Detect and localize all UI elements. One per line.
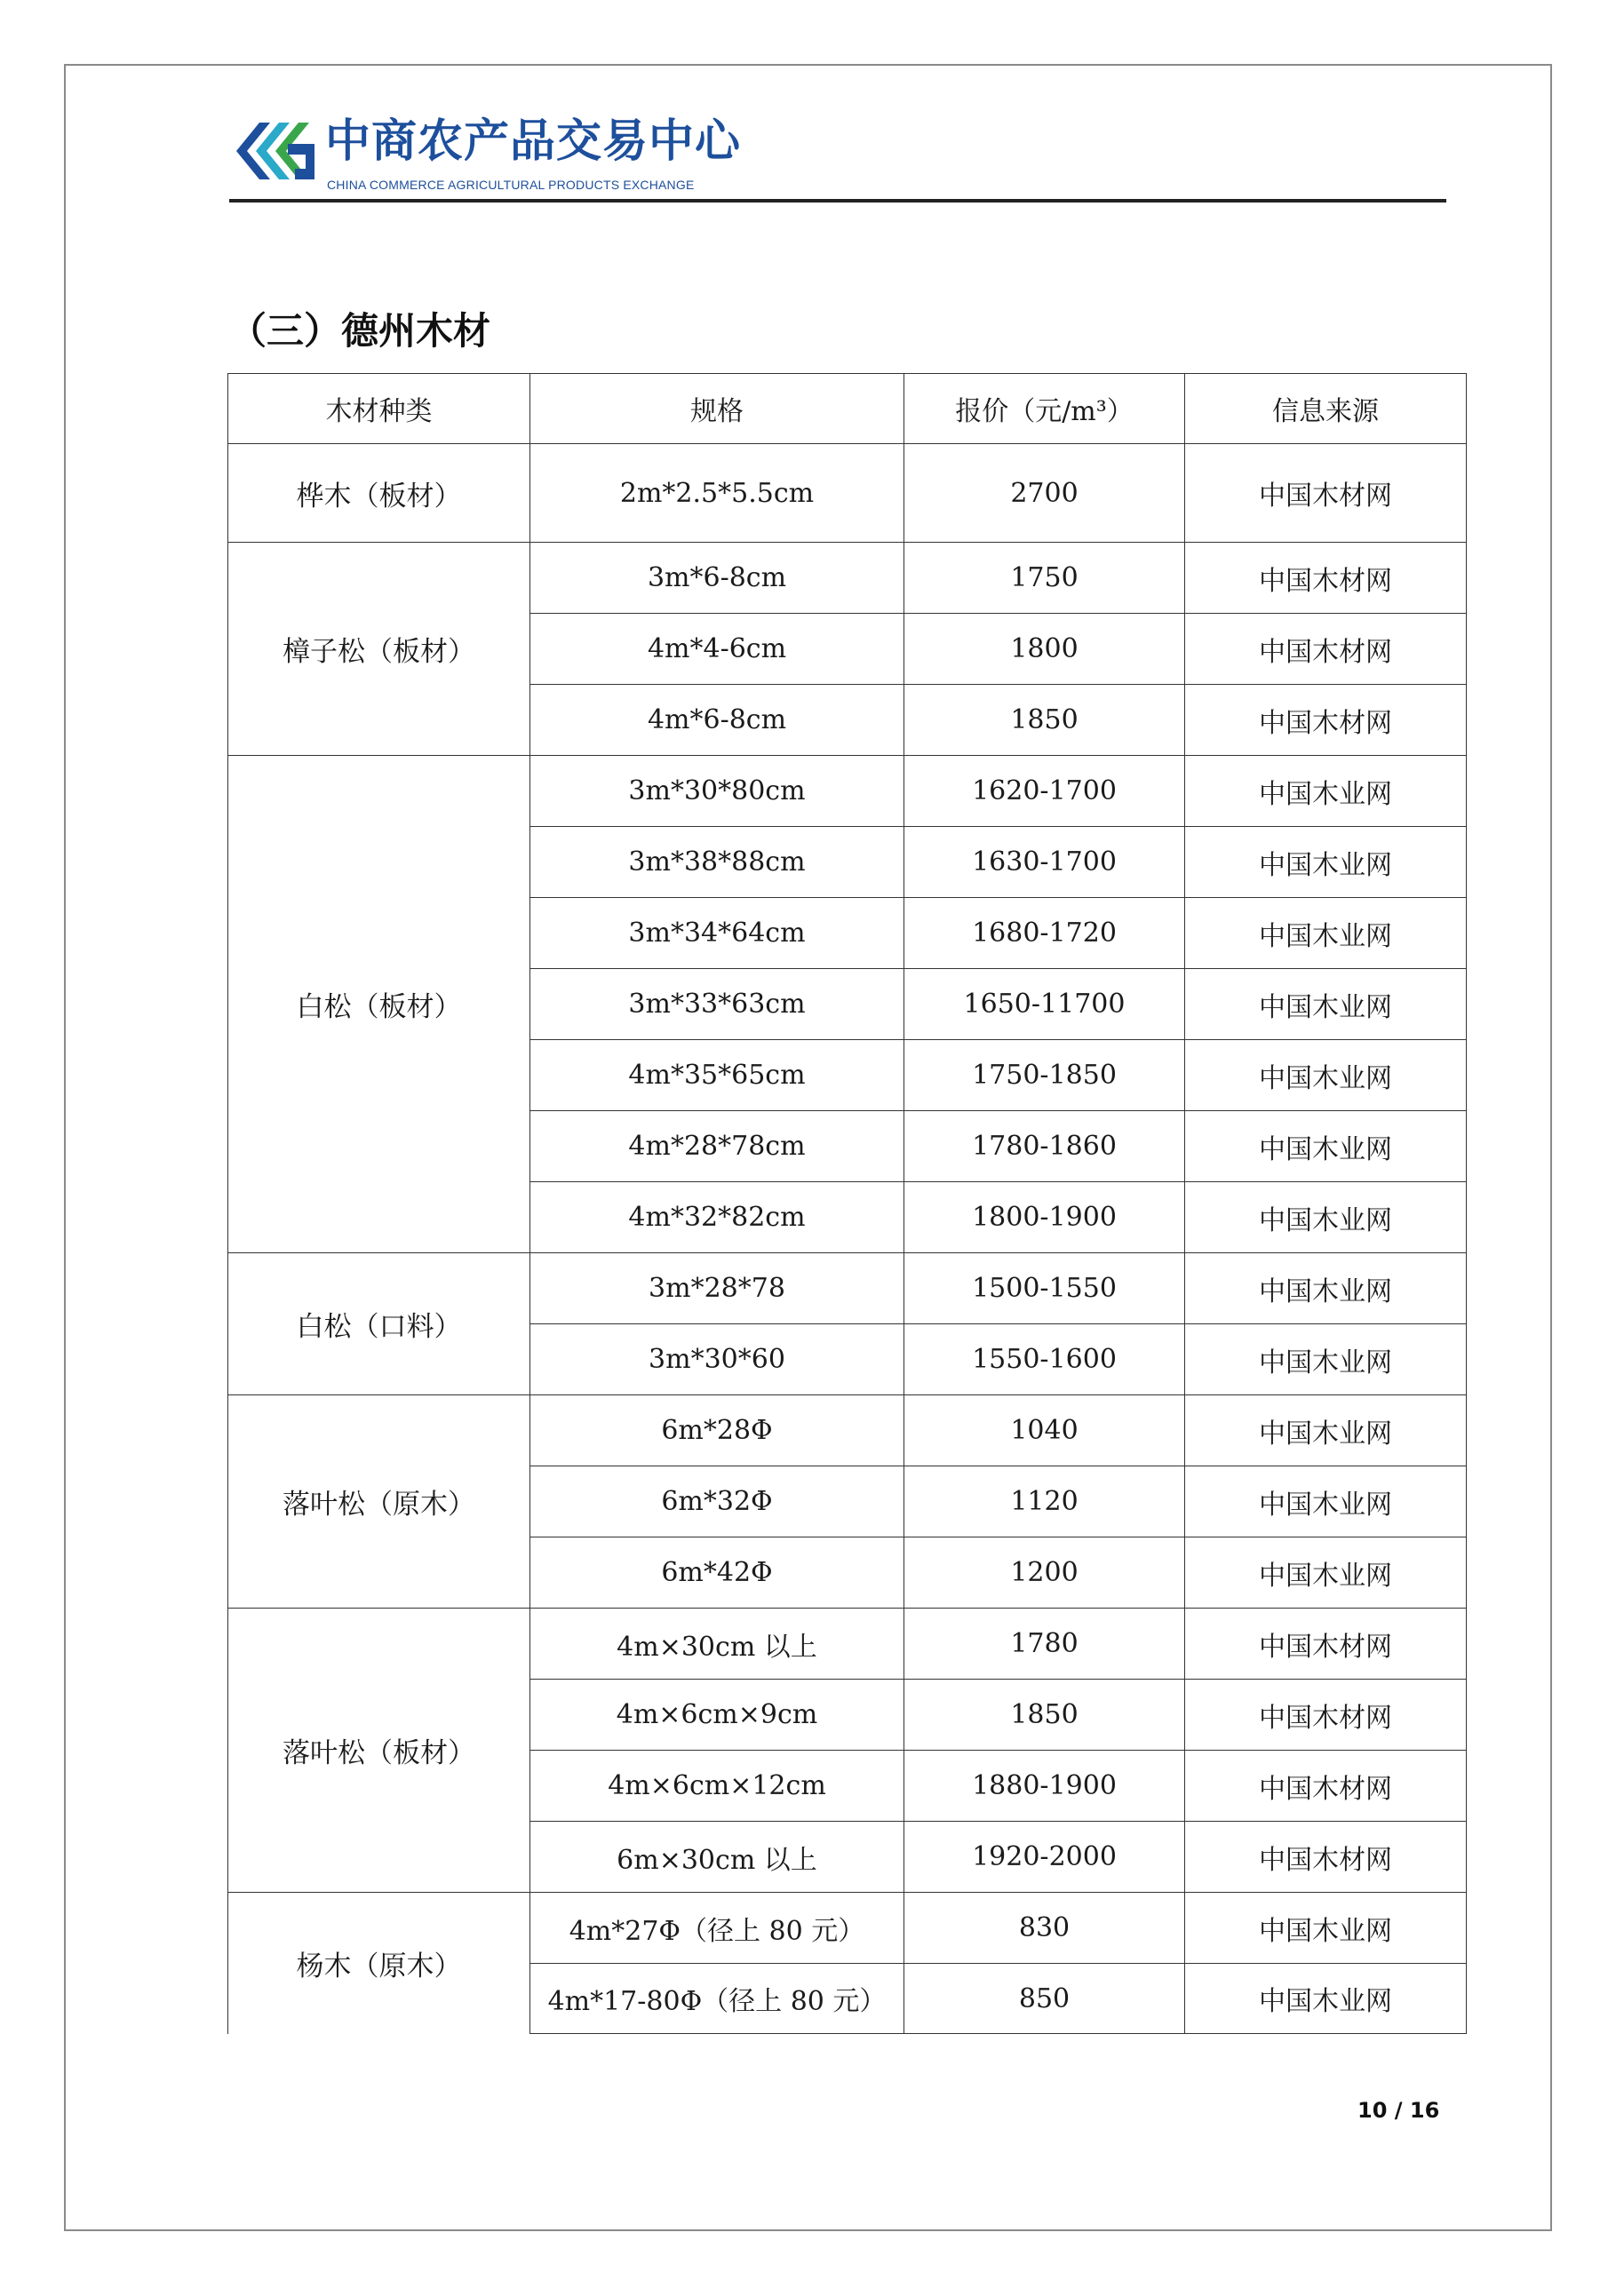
spec-cell: 2m*2.5*5.5cm xyxy=(530,444,904,543)
price-cell: 1750-1850 xyxy=(904,1040,1185,1111)
spec-cell: 4m*6-8cm xyxy=(530,685,904,756)
source-cell: 中国木材网 xyxy=(1185,1609,1467,1680)
spec-cell: 4m*17-80Φ（径上 80 元） xyxy=(530,1964,904,2034)
source-cell: 中国木业网 xyxy=(1185,898,1467,969)
source-cell: 中国木业网 xyxy=(1185,1537,1467,1609)
spec-cell: 3m*33*63cm xyxy=(530,969,904,1040)
header-source: 信息来源 xyxy=(1185,374,1467,444)
spec-cell: 6m*28Φ xyxy=(530,1395,904,1466)
price-cell: 850 xyxy=(904,1964,1185,2034)
spec-cell: 4m*27Φ（径上 80 元） xyxy=(530,1893,904,1964)
source-cell: 中国木业网 xyxy=(1185,1111,1467,1182)
table-row xyxy=(228,1609,1467,1680)
price-cell: 1920-2000 xyxy=(904,1822,1185,1893)
category-cell: 桦木（板材） xyxy=(228,444,530,543)
source-cell: 中国木材网 xyxy=(1185,543,1467,614)
category-cell: 杨木（原木） xyxy=(228,1893,530,2034)
source-cell: 中国木业网 xyxy=(1185,1893,1467,1964)
price-cell: 1780 xyxy=(904,1609,1185,1680)
spec-cell: 4m*32*82cm xyxy=(530,1182,904,1253)
price-cell: 830 xyxy=(904,1893,1185,1964)
price-cell: 1880-1900 xyxy=(904,1751,1185,1822)
logo-english-name: CHINA COMMERCE AGRICULTURAL PRODUCTS EXCHANGE xyxy=(327,178,695,192)
spec-cell: 6m*32Φ xyxy=(530,1466,904,1537)
header-spec: 规格 xyxy=(530,374,904,444)
category-cell: 落叶松（原木） xyxy=(228,1395,530,1609)
table-row xyxy=(228,1395,1467,1466)
table-row xyxy=(228,1893,1467,1964)
spec-cell: 4m*4-6cm xyxy=(530,614,904,685)
spec-cell: 3m*28*78 xyxy=(530,1253,904,1324)
price-cell: 1680-1720 xyxy=(904,898,1185,969)
price-cell: 1040 xyxy=(904,1395,1185,1466)
logo-chinese-name: 中商农产品交易中心 xyxy=(325,115,742,168)
price-cell: 1780-1860 xyxy=(904,1111,1185,1182)
source-cell: 中国木材网 xyxy=(1185,444,1467,543)
spec-cell: 4m×6cm×9cm xyxy=(530,1680,904,1751)
table-row xyxy=(228,543,1467,614)
company-logo-icon xyxy=(233,117,318,188)
price-cell: 1650-11700 xyxy=(904,969,1185,1040)
spec-cell: 6m×30cm 以上 xyxy=(530,1822,904,1893)
spec-cell: 3m*30*60 xyxy=(530,1324,904,1395)
source-cell: 中国木业网 xyxy=(1185,827,1467,898)
price-cell: 1620-1700 xyxy=(904,756,1185,827)
price-cell: 1850 xyxy=(904,1680,1185,1751)
category-cell: 白松（口料） xyxy=(228,1253,530,1395)
source-cell: 中国木材网 xyxy=(1185,1751,1467,1822)
spec-cell: 3m*34*64cm xyxy=(530,898,904,969)
price-cell: 1500-1550 xyxy=(904,1253,1185,1324)
source-cell: 中国木业网 xyxy=(1185,1040,1467,1111)
source-cell: 中国木业网 xyxy=(1185,1253,1467,1324)
source-cell: 中国木材网 xyxy=(1185,1822,1467,1893)
table-row xyxy=(228,444,1467,543)
spec-cell: 6m*42Φ xyxy=(530,1537,904,1609)
spec-cell: 4m×6cm×12cm xyxy=(530,1751,904,1822)
source-cell: 中国木业网 xyxy=(1185,756,1467,827)
source-cell: 中国木业网 xyxy=(1185,1324,1467,1395)
category-cell: 白松（板材） xyxy=(228,756,530,1253)
table-header-row xyxy=(228,374,1467,444)
price-cell: 1630-1700 xyxy=(904,827,1185,898)
price-cell: 1800-1900 xyxy=(904,1182,1185,1253)
source-cell: 中国木材网 xyxy=(1185,1680,1467,1751)
spec-cell: 4m*35*65cm xyxy=(530,1040,904,1111)
price-cell: 2700 xyxy=(904,444,1185,543)
price-cell: 1850 xyxy=(904,685,1185,756)
source-cell: 中国木业网 xyxy=(1185,969,1467,1040)
spec-cell: 3m*6-8cm xyxy=(530,543,904,614)
section-title: （三）德州木材 xyxy=(229,309,491,353)
header-price: 报价（元/m³） xyxy=(904,374,1185,444)
spec-cell: 3m*30*80cm xyxy=(530,756,904,827)
price-cell: 1800 xyxy=(904,614,1185,685)
header-divider xyxy=(229,199,1446,203)
source-cell: 中国木业网 xyxy=(1185,1466,1467,1537)
source-cell: 中国木材网 xyxy=(1185,685,1467,756)
price-cell: 1550-1600 xyxy=(904,1324,1185,1395)
category-cell: 樟子松（板材） xyxy=(228,543,530,756)
spec-cell: 3m*38*88cm xyxy=(530,827,904,898)
price-cell: 1120 xyxy=(904,1466,1185,1537)
page-number: 10 / 16 xyxy=(1357,2098,1440,2123)
price-cell: 1200 xyxy=(904,1537,1185,1609)
table-row xyxy=(228,1253,1467,1324)
source-cell: 中国木业网 xyxy=(1185,1964,1467,2034)
spec-cell: 4m*28*78cm xyxy=(530,1111,904,1182)
category-cell: 落叶松（板材） xyxy=(228,1609,530,1893)
timber-price-table xyxy=(227,373,1467,2034)
source-cell: 中国木业网 xyxy=(1185,1182,1467,1253)
source-cell: 中国木业网 xyxy=(1185,1395,1467,1466)
header-category: 木材种类 xyxy=(228,374,530,444)
table-row xyxy=(228,756,1467,827)
spec-cell: 4m×30cm 以上 xyxy=(530,1609,904,1680)
price-cell: 1750 xyxy=(904,543,1185,614)
source-cell: 中国木材网 xyxy=(1185,614,1467,685)
